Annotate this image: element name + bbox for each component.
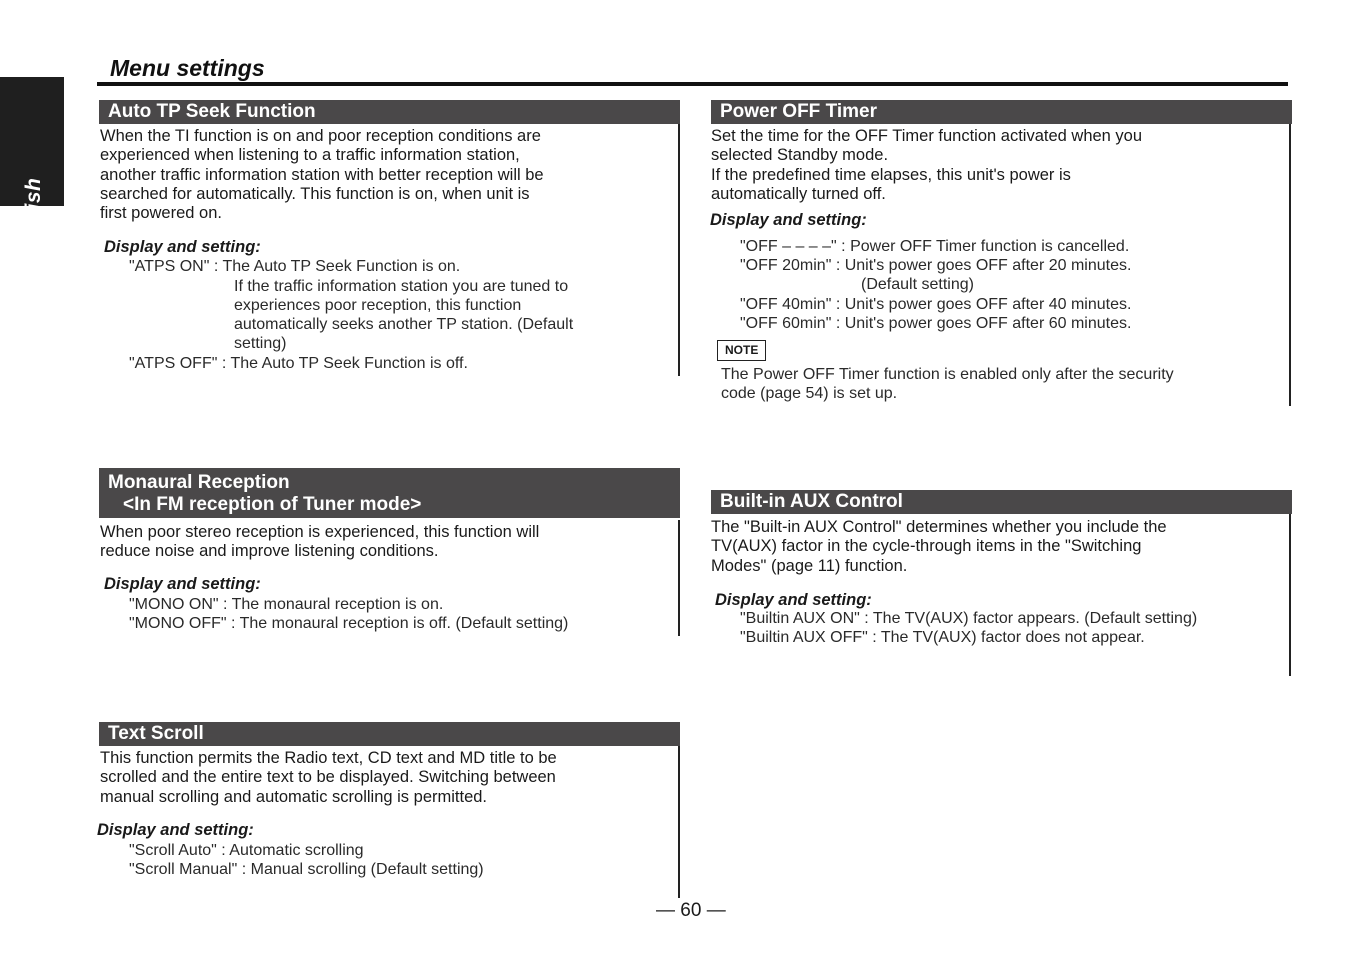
- section-monaural-reception: [99, 468, 680, 518]
- page-title: Menu settings: [110, 55, 265, 81]
- option-line: (Default setting): [861, 276, 974, 293]
- option-line: experiences poor reception, this function: [234, 297, 522, 314]
- section-description: [711, 127, 1142, 204]
- title-rule: [97, 82, 1288, 86]
- language-tab-label: English: [22, 177, 45, 257]
- section-right-border: [1289, 514, 1291, 676]
- text-line: code (page 54) is set up.: [721, 385, 898, 403]
- text-line: Set the time for the OFF Timer function activated when you: [711, 127, 1143, 145]
- display-setting-label: Display and setting:: [715, 591, 872, 609]
- option-line: setting): [234, 335, 287, 352]
- section-description: [100, 749, 557, 807]
- option-line: "ATPS OFF" : The Auto TP Seek Function is off.: [129, 355, 468, 372]
- section-right-border: [678, 746, 680, 898]
- text-line: manual scrolling and automatic scrolling is permitted.: [100, 787, 488, 806]
- option-line: "Scroll Manual" : Manual scrolling (Default setting): [129, 861, 484, 878]
- section-text-scroll: [99, 722, 680, 746]
- text-line: scrolled and the entire text to be displayed. Switching between: [100, 768, 556, 787]
- text-line: Modes" (page 11) function.: [711, 556, 908, 575]
- text-line: first powered on.: [100, 204, 222, 223]
- note-text: [721, 365, 1174, 404]
- option-line: "Scroll Auto" : Automatic scrolling: [129, 842, 364, 859]
- option-line: If the traffic information station you are tuned to: [234, 278, 569, 295]
- option-line: "MONO ON" : The monaural reception is on.: [129, 596, 444, 613]
- text-line: searched for automatically. This function is on, when unit is: [100, 184, 530, 203]
- section-description: [100, 523, 539, 562]
- section-auto-tp-seek: [99, 100, 680, 124]
- text-line: reduce noise and improve listening conditions.: [100, 542, 439, 561]
- option-line: "MONO OFF" : The monaural reception is off. (Default setting): [129, 615, 569, 632]
- section-title: Monaural Reception: [108, 472, 290, 493]
- text-line: experienced when listening to a traffic information station,: [100, 146, 520, 165]
- section-header: Auto TP Seek Function: [99, 100, 680, 124]
- section-right-border: [678, 520, 680, 636]
- language-tab: [0, 77, 64, 257]
- text-line: TV(AUX) factor in the cycle-through items in the "Switching: [711, 537, 1142, 556]
- section-description: [711, 518, 1167, 576]
- section-right-border: [678, 124, 680, 376]
- section-subtitle: <In FM reception of Tuner mode>: [123, 494, 422, 515]
- display-setting-label: Display and setting:: [710, 211, 867, 229]
- section-header: [99, 468, 680, 518]
- option-line: "Builtin AUX OFF" : The TV(AUX) factor does not appear.: [740, 629, 1145, 646]
- note-badge: NOTE: [717, 340, 766, 361]
- section-power-off-timer: [711, 100, 1292, 124]
- text-line: another traffic information station with better reception will be: [100, 165, 544, 184]
- display-setting-label: Display and setting:: [97, 821, 254, 839]
- display-setting-label: Display and setting:: [104, 575, 261, 593]
- section-header: Built-in AUX Control: [711, 490, 1292, 514]
- text-line: The "Built-in AUX Control" determines whether you include the: [711, 518, 1167, 536]
- section-right-border: [1289, 124, 1291, 406]
- page-number: — 60 —: [656, 900, 726, 921]
- option-line: automatically seeks another TP station. (Default: [234, 316, 574, 333]
- section-builtin-aux-control: [711, 490, 1292, 514]
- text-line: When the TI function is on and poor reception conditions are: [100, 127, 541, 145]
- text-line: The Power OFF Timer function is enabled only after the security: [721, 366, 1174, 383]
- text-line: automatically turned off.: [711, 184, 886, 203]
- option-line: "OFF 20min" : Unit's power goes OFF after 20 minutes.: [740, 257, 1132, 274]
- text-line: When poor stereo reception is experienced, this function will: [100, 523, 540, 541]
- section-header: Power OFF Timer: [711, 100, 1292, 124]
- section-description: [100, 127, 544, 223]
- option-line: "Builtin AUX ON" : The TV(AUX) factor appears. (Default setting): [740, 610, 1198, 627]
- text-line: This function permits the Radio text, CD text and MD title to be: [100, 749, 557, 767]
- text-line: If the predefined time elapses, this unit's power is: [711, 165, 1071, 184]
- option-line: "ATPS ON" : The Auto TP Seek Function is on.: [129, 258, 461, 275]
- option-line: "OFF 60min" : Unit's power goes OFF after 60 minutes.: [740, 315, 1132, 332]
- option-line: "OFF – – – –" : Power OFF Timer function is cancelled.: [740, 238, 1130, 255]
- option-line: "OFF 40min" : Unit's power goes OFF after 40 minutes.: [740, 296, 1132, 313]
- text-line: selected Standby mode.: [711, 146, 889, 165]
- display-setting-label: Display and setting:: [104, 238, 261, 256]
- section-header: Text Scroll: [99, 722, 680, 746]
